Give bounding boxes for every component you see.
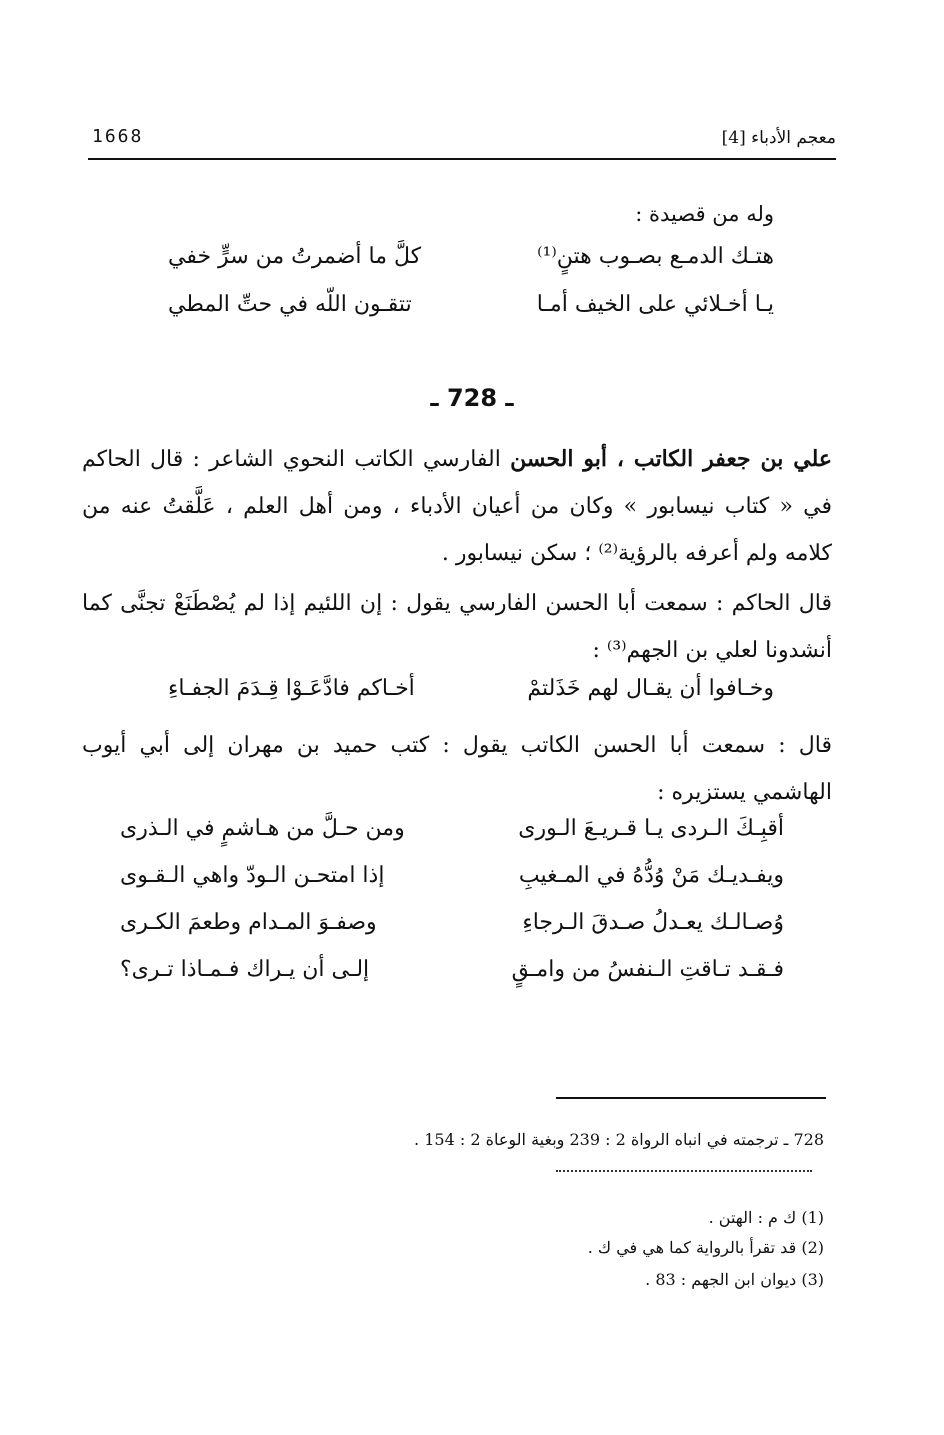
- verse-first-hemistich: وُصـالـك يعـدلُ صـدقَ الـرجاءِ: [522, 910, 784, 935]
- poem2-verse-1: [120, 816, 784, 856]
- verse-second-hemistich: إذا امتحـن الـودّ واهي الـقـوى: [120, 863, 385, 888]
- poem-intro: وله من قصيدة :: [635, 202, 774, 226]
- entry-paragraph-2: قال الحاكم : سمعت أبا الحسن الفارسي يقول : إن اللئيم إذا لم يُصْطَنَعْ تجنَّى كما أنشدونا لعلي بن الجهم⁽³⁾ :: [82, 591, 832, 663]
- verse-first-hemistich: هتـك الدمـع بصـوب هتنٍ⁽¹⁾: [537, 244, 774, 269]
- verse-first-hemistich: فـقـد تـاقتِ الـنفسُ من وامـقٍ: [511, 957, 784, 982]
- single-verse: [168, 676, 774, 716]
- verse-second-hemistich: وصفـوَ المـدام وطعمَ الكـرى: [120, 910, 377, 935]
- poem1-verse-1: [168, 244, 774, 284]
- running-title: معجم الأدباء [4]: [721, 128, 836, 148]
- page-number: 1668: [92, 126, 144, 147]
- verse-second-hemistich: كلَّ ما أضمرتُ من سرٍّ خفي: [168, 244, 422, 269]
- footnote-rule: [556, 1097, 826, 1099]
- verse-second-hemistich: ومن حـلَّ من هـاشمٍ في الـذرى: [120, 816, 405, 841]
- verse-second-hemistich: إلـى أن يـراك فـمـاذا تـرى؟: [120, 957, 370, 982]
- poem2-verse-4: [120, 957, 784, 997]
- verse-second-hemistich: تتقـون اللّه في حتِّ المطي: [168, 292, 412, 317]
- entry-name-bold: علي بن جعفر الكاتب ، أبو الحسن: [510, 446, 832, 472]
- footnote-2: (2) قد تقرأ بالرواية كما هي في ك .: [587, 1238, 824, 1257]
- verse-first-hemistich: ويفـديـك مَنْ وُدُّهُ في المـغيبِ: [518, 863, 784, 888]
- entry-paragraph-3: قال : سمعت أبا الحسن الكاتب يقول : كتب حميد بن مهران إلى أبي أيوب الهاشمي يستزيره :: [82, 733, 832, 805]
- footnote-biography-sources: 728 ـ ترجمته في انباه الرواة 2 : 239 وبغية الوعاة 2 : 154 .: [414, 1130, 824, 1149]
- entry-paragraph-1: [82, 436, 832, 577]
- verse-second-hemistich: أخـاكم فادَّعَـوْا قِـدَمَ الجفـاءِ: [168, 676, 415, 701]
- poem2-verse-2: [120, 863, 784, 903]
- entry-paragraph-1-text: الفارسي الكاتب النحوي الشاعر : قال الحاكم في « كتاب نيسابور » وكان من أعيان الأدباء ، ومن أهل العلم ، عَلَّقتُ عنه من كلامه ولم أعرفه بالرؤية⁽²⁾ ؛ سكن نيسابور .: [82, 447, 832, 566]
- poem1-verse-2: [168, 292, 774, 332]
- footnote-1: (1) ك م : الهتن .: [708, 1208, 824, 1227]
- footnote-3: (3) ديوان ابن الجهم : 83 .: [645, 1270, 824, 1289]
- entry-number: ـ 728 ـ: [430, 384, 514, 412]
- footnote-dotted-separator: [556, 1170, 812, 1172]
- poem2-verse-3: [120, 910, 784, 950]
- verse-first-hemistich: يـا أخـلائي على الخيف أمـا: [536, 292, 774, 317]
- verse-first-hemistich: أقبِـكَ الـردى يـا قـريـعَ الـورى: [518, 816, 784, 841]
- verse-first-hemistich: وخـافوا أن يقـال لهم خَذَلتمْ: [527, 676, 774, 701]
- header-rule: [88, 158, 836, 160]
